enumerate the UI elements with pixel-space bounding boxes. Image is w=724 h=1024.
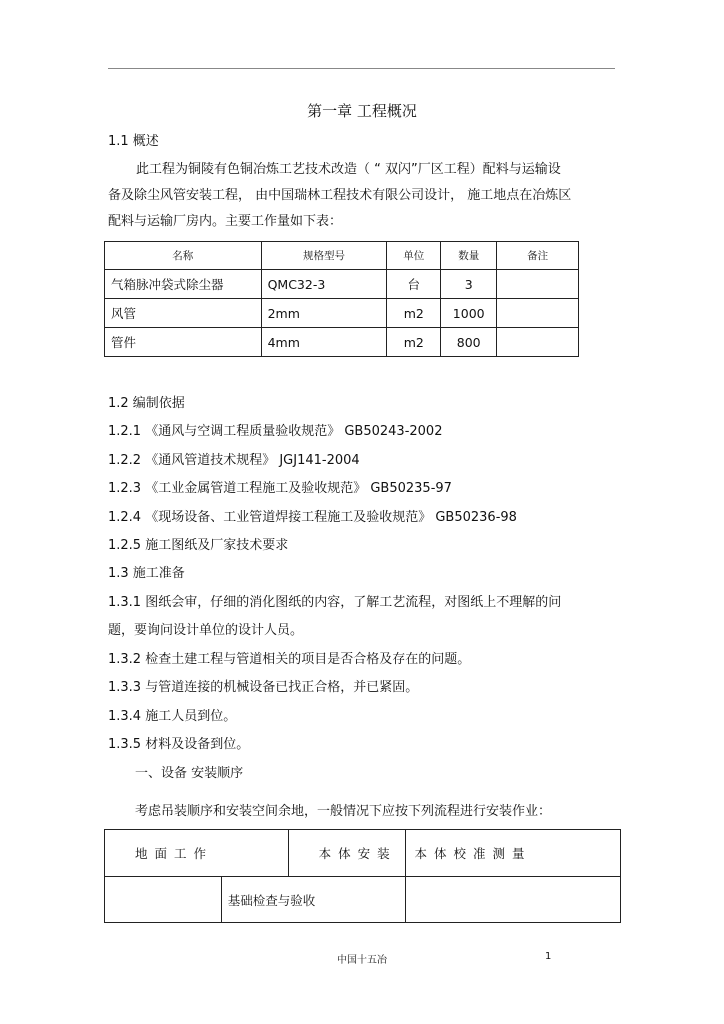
cell-spec: 4mm <box>261 328 387 357</box>
cell-qty: 3 <box>441 270 497 299</box>
install-intro: 考虑吊装顺序和安装空间余地，一般情况下应按下列流程进行安装作业： <box>135 804 552 819</box>
flow-cell <box>105 877 222 923</box>
header-cell: 规格型号 <box>261 242 387 270</box>
overview-line: 配料与运输厂房内。主要工作量如下表： <box>108 214 343 229</box>
header-cell-body-install: 本体安装 <box>288 830 406 877</box>
cell-qty: 800 <box>441 328 497 357</box>
flow-cell <box>406 877 621 923</box>
cell-unit: m2 <box>387 299 441 328</box>
install-flow-table <box>104 829 621 923</box>
cell-qty: 1000 <box>441 299 497 328</box>
flow-header-row <box>105 830 621 877</box>
prep-item: 1.3.5 材料及设备到位。 <box>108 737 250 752</box>
table-row <box>105 270 579 299</box>
cell-name: 气箱脉冲袋式除尘器 <box>105 270 262 299</box>
prep-item: 1.3.4 施工人员到位。 <box>108 709 237 724</box>
basis-item: 1.2.1 《通风与空调工程质量验收规范》 GB50243-2002 <box>108 424 443 439</box>
prep-item-continued: 题，要询问设计单位的设计人员。 <box>108 623 304 638</box>
section-1-2-heading: 1.2 编制依据 <box>108 396 185 411</box>
footer-company: 中国十五冶 <box>337 955 387 966</box>
section-1-3-heading: 1.3 施工准备 <box>108 566 185 581</box>
header-cell: 名称 <box>105 242 262 270</box>
basis-item: 1.2.2 《通风管道技术规程》 JGJ141-2004 <box>108 453 360 468</box>
cell-spec: QMC32-3 <box>261 270 387 299</box>
table-header-row <box>105 242 579 270</box>
chapter-title: 第一章 工程概况 <box>307 102 417 120</box>
overview-line: 备及除尘风管安装工程， 由中国瑞林工程技术有限公司设计， 施工地点在冶炼区 <box>108 188 572 203</box>
basis-item: 1.2.3 《工业金属管道工程施工及验收规范》 GB50235-97 <box>108 481 452 496</box>
cell-unit: 台 <box>387 270 441 299</box>
cell-remark <box>497 328 579 357</box>
basis-item: 1.2.5 施工图纸及厂家技术要求 <box>108 538 289 553</box>
basis-item: 1.2.4 《现场设备、工业管道焊接工程施工及验收规范》 GB50236-98 <box>108 510 517 525</box>
prep-item: 1.3.3 与管道连接的机械设备已找正合格，并已紧固。 <box>108 680 419 695</box>
cell-unit: m2 <box>387 328 441 357</box>
header-rule <box>108 68 615 69</box>
header-cell: 备注 <box>497 242 579 270</box>
prep-item: 1.3.2 检查土建工程与管道相关的项目是否合格及存在的问题。 <box>108 652 471 667</box>
cell-remark <box>497 299 579 328</box>
header-cell: 数量 <box>441 242 497 270</box>
footer-page-number: 1 <box>545 951 552 962</box>
overview-line: 此工程为铜陵有色铜冶炼工艺技术改造（ “ 双闪”厂区工程）配料与运输设 <box>136 162 561 177</box>
table-row <box>105 328 579 357</box>
header-cell-calibration: 本体校准测量 <box>406 830 621 877</box>
table-row <box>105 299 579 328</box>
workload-table <box>104 241 579 357</box>
prep-item: 1.3.1 图纸会审，仔细的消化图纸的内容，了解工艺流程，对图纸上不理解的问 <box>108 595 562 610</box>
section-1-1-heading: 1.1 概述 <box>108 134 159 149</box>
header-cell: 单位 <box>387 242 441 270</box>
flow-row <box>105 877 621 923</box>
cell-remark <box>497 270 579 299</box>
flow-cell-foundation-check: 基础检查与验收 <box>221 877 406 923</box>
header-cell-ground-work: 地面工作 <box>105 830 289 877</box>
cell-spec: 2mm <box>261 299 387 328</box>
overview-paragraph <box>108 157 618 235</box>
cell-name: 管件 <box>105 328 262 357</box>
cell-name: 风管 <box>105 299 262 328</box>
install-sequence-heading: 一、设备 安装顺序 <box>135 766 244 781</box>
